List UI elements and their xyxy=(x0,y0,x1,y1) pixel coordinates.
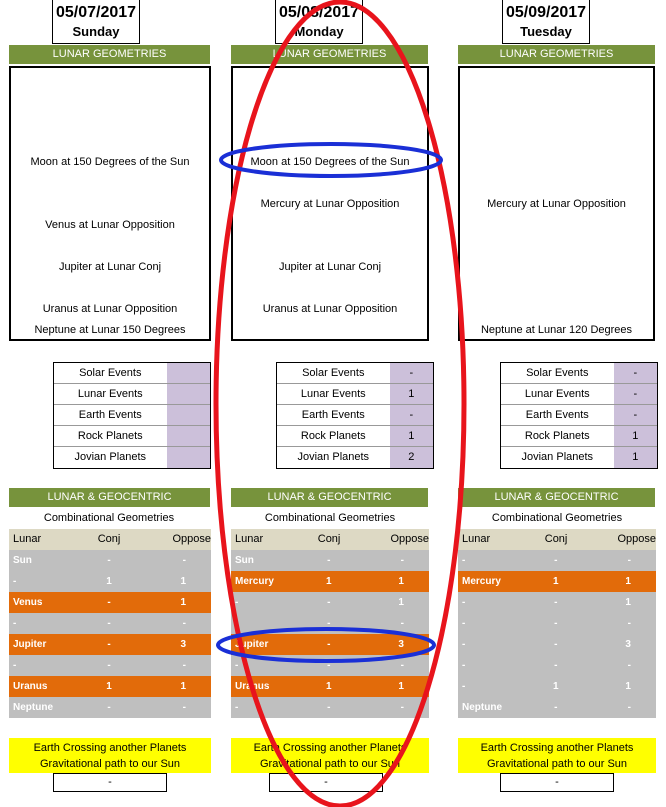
col-header-conj: Conj xyxy=(544,533,568,545)
earth-crossing-box xyxy=(231,738,429,773)
comb-cell: - xyxy=(400,555,404,566)
comb-cell: 1 xyxy=(552,576,559,587)
comb-cell: 1 xyxy=(552,681,559,692)
events-table xyxy=(53,362,211,469)
comb-cell: - xyxy=(182,555,186,566)
comb-cell: - xyxy=(13,660,17,671)
event-label: Earth Events xyxy=(54,405,167,425)
event-label: Rock Planets xyxy=(277,426,390,446)
comb-cell: 1 xyxy=(625,597,631,608)
comb-cell: 1 xyxy=(180,681,186,692)
event-value: - xyxy=(390,405,433,425)
weekday-label: Monday xyxy=(294,24,344,39)
comb-row xyxy=(231,550,429,571)
comb-cell: - xyxy=(107,702,111,713)
event-value: 1 xyxy=(614,447,657,468)
comb-row xyxy=(9,634,211,655)
comb-cell: - xyxy=(554,597,558,608)
event-label: Jovian Planets xyxy=(277,447,390,468)
comb-cell: - xyxy=(235,660,239,671)
comb-cell: 3 xyxy=(180,639,186,650)
combinational-subtitle: Combinational Geometries xyxy=(43,512,175,524)
geometry-item: Neptune at Lunar 120 Degrees xyxy=(480,324,633,336)
comb-cell: Sun xyxy=(13,555,32,566)
comb-cell: - xyxy=(182,660,186,671)
event-value xyxy=(167,447,210,468)
comb-cell: 1 xyxy=(106,681,112,692)
event-value: 2 xyxy=(390,447,433,468)
comb-cell: - xyxy=(554,639,558,650)
comb-row xyxy=(458,634,656,655)
crossing-line-1: Earth Crossing another Planets xyxy=(33,742,187,754)
lunar-geometries-header: LUNAR GEOMETRIES xyxy=(9,45,210,64)
comb-row xyxy=(231,613,429,634)
date-header xyxy=(52,0,140,44)
comb-cell: Neptune xyxy=(462,702,502,713)
event-row xyxy=(277,405,433,426)
event-label: Lunar Events xyxy=(501,384,614,404)
comb-cell: - xyxy=(462,639,466,650)
event-row xyxy=(54,447,210,468)
comb-cell: 1 xyxy=(398,576,404,587)
earth-crossing-box xyxy=(458,738,656,773)
comb-row xyxy=(231,697,429,718)
event-row xyxy=(277,426,433,447)
lunar-geocentric-header: LUNAR & GEOCENTRIC xyxy=(458,488,655,507)
crossing-value: - xyxy=(269,773,383,792)
comb-cell: - xyxy=(462,660,466,671)
comb-row xyxy=(231,592,429,613)
col-header-conj: Conj xyxy=(317,533,341,545)
date-header xyxy=(502,0,590,44)
date-header xyxy=(275,0,363,44)
comb-cell: 3 xyxy=(398,639,404,650)
comb-cell: - xyxy=(554,660,558,671)
col-header-lunar: Lunar xyxy=(462,533,491,545)
comb-cell: - xyxy=(554,618,558,629)
event-label: Solar Events xyxy=(501,363,614,383)
event-label: Earth Events xyxy=(501,405,614,425)
event-label: Earth Events xyxy=(277,405,390,425)
lunar-geometries-header: LUNAR GEOMETRIES xyxy=(231,45,428,64)
combinational-subtitle: Combinational Geometries xyxy=(491,512,623,524)
lunar-geometries-box xyxy=(458,66,655,341)
geometry-item: Jupiter at Lunar Conj xyxy=(58,261,162,273)
col-header-lunar: Lunar xyxy=(235,533,264,545)
event-value: 1 xyxy=(614,426,657,446)
event-label: Rock Planets xyxy=(54,426,167,446)
earth-crossing-box xyxy=(9,738,211,773)
event-row xyxy=(54,426,210,447)
event-row xyxy=(501,384,657,405)
crossing-line-1: Earth Crossing another Planets xyxy=(253,742,407,754)
comb-cell: - xyxy=(107,618,111,629)
lunar-geocentric-header: LUNAR & GEOCENTRIC xyxy=(9,488,210,507)
lunar-geocentric-header: LUNAR & GEOCENTRIC xyxy=(231,488,428,507)
comb-cell: 1 xyxy=(180,576,186,587)
comb-row xyxy=(458,550,656,571)
comb-cell: - xyxy=(327,597,331,608)
event-label: Solar Events xyxy=(54,363,167,383)
comb-cell: Mercury xyxy=(235,576,274,587)
comb-cell: 1 xyxy=(325,681,332,692)
event-row xyxy=(54,363,210,384)
comb-cell: - xyxy=(462,618,466,629)
event-row xyxy=(277,384,433,405)
comb-cell: - xyxy=(107,639,111,650)
event-label: Rock Planets xyxy=(501,426,614,446)
event-label: Jovian Planets xyxy=(54,447,167,468)
comb-row xyxy=(9,655,211,676)
col-header-lunar: Lunar xyxy=(13,533,42,545)
geometry-item: Uranus at Lunar Opposition xyxy=(42,303,178,315)
comb-cell: - xyxy=(107,597,111,608)
comb-row xyxy=(9,550,211,571)
event-label: Lunar Events xyxy=(277,384,390,404)
comb-row xyxy=(458,697,656,718)
event-value: 1 xyxy=(390,384,433,404)
comb-cell: - xyxy=(627,618,631,629)
combinational-table xyxy=(231,529,429,718)
comb-cell: - xyxy=(400,618,404,629)
comb-cell: - xyxy=(327,702,331,713)
comb-row xyxy=(458,613,656,634)
weekday-label: Tuesday xyxy=(520,24,572,39)
comb-cell: 1 xyxy=(398,681,404,692)
geometry-item: Mercury at Lunar Opposition xyxy=(260,198,400,210)
combinational-subtitle: Combinational Geometries xyxy=(264,512,396,524)
comb-cell: - xyxy=(235,597,239,608)
comb-row xyxy=(458,676,656,697)
event-value xyxy=(167,426,210,446)
comb-cell: - xyxy=(107,555,111,566)
comb-cell: - xyxy=(327,639,331,650)
event-row xyxy=(501,363,657,384)
comb-cell: - xyxy=(235,618,239,629)
crossing-line-2: Gravitational path to our Sun xyxy=(259,758,401,770)
event-row xyxy=(501,426,657,447)
comb-header-row xyxy=(9,529,211,550)
comb-cell: Sun xyxy=(235,555,254,566)
crossing-line-2: Gravitational path to our Sun xyxy=(39,758,181,770)
event-value xyxy=(167,384,210,404)
col-header-oppose: Oppose xyxy=(172,533,211,545)
event-value: - xyxy=(614,405,657,425)
comb-cell: - xyxy=(627,555,631,566)
event-row xyxy=(501,447,657,468)
comb-cell: - xyxy=(400,660,404,671)
comb-cell: - xyxy=(327,618,331,629)
date-label: 05/09/2017 xyxy=(505,4,587,21)
comb-row xyxy=(458,592,656,613)
comb-cell: - xyxy=(627,660,631,671)
geometry-item: Moon at 150 Degrees of the Sun xyxy=(250,156,410,168)
weekday-label: Sunday xyxy=(72,24,120,39)
comb-cell: - xyxy=(235,702,239,713)
date-label: 05/07/2017 xyxy=(55,4,137,21)
crossing-value: - xyxy=(500,773,614,792)
comb-header-row xyxy=(231,529,429,550)
event-row xyxy=(54,384,210,405)
comb-cell: Venus xyxy=(13,597,43,608)
comb-cell: 1 xyxy=(325,576,332,587)
comb-cell: - xyxy=(627,702,631,713)
comb-cell: Uranus xyxy=(235,681,270,692)
comb-cell: - xyxy=(107,660,111,671)
event-row xyxy=(54,405,210,426)
crossing-line-2: Gravitational path to our Sun xyxy=(486,758,628,770)
comb-row xyxy=(9,592,211,613)
event-value: 1 xyxy=(390,426,433,446)
comb-cell: Jupiter xyxy=(235,639,269,650)
comb-row xyxy=(231,655,429,676)
geometry-item: Mercury at Lunar Opposition xyxy=(487,198,626,210)
comb-cell: Uranus xyxy=(13,681,48,692)
event-row xyxy=(501,405,657,426)
comb-cell: - xyxy=(182,702,186,713)
comb-row xyxy=(231,634,429,655)
event-value: - xyxy=(614,384,657,404)
comb-row xyxy=(231,571,429,592)
comb-row xyxy=(9,613,211,634)
comb-cell: 1 xyxy=(625,681,631,692)
event-label: Solar Events xyxy=(277,363,390,383)
combinational-table xyxy=(458,529,656,718)
comb-cell: - xyxy=(182,618,186,629)
comb-cell: - xyxy=(327,555,331,566)
comb-cell: - xyxy=(13,576,17,587)
event-value: - xyxy=(390,363,433,383)
comb-header-row xyxy=(458,529,656,550)
comb-cell: - xyxy=(462,681,466,692)
comb-cell: Neptune xyxy=(13,702,53,713)
crossing-line-1: Earth Crossing another Planets xyxy=(480,742,634,754)
comb-cell: Jupiter xyxy=(13,639,47,650)
event-label: Jovian Planets xyxy=(501,447,614,468)
comb-row xyxy=(9,571,211,592)
events-table xyxy=(276,362,434,469)
comb-cell: - xyxy=(327,660,331,671)
combinational-table xyxy=(9,529,211,718)
date-label: 05/08/2017 xyxy=(278,4,360,21)
geometry-item: Moon at 150 Degrees of the Sun xyxy=(30,156,190,168)
event-value: - xyxy=(614,363,657,383)
comb-cell: 1 xyxy=(180,597,186,608)
col-header-oppose: Oppose xyxy=(617,533,656,545)
comb-row xyxy=(458,655,656,676)
geometry-item: Uranus at Lunar Opposition xyxy=(262,303,398,315)
comb-cell: - xyxy=(554,702,558,713)
event-label: Lunar Events xyxy=(54,384,167,404)
lunar-geometries-box xyxy=(231,66,429,341)
event-row xyxy=(277,447,433,468)
comb-cell: 1 xyxy=(106,576,112,587)
comb-row xyxy=(231,676,429,697)
geometry-item: Jupiter at Lunar Conj xyxy=(278,261,382,273)
event-row xyxy=(277,363,433,384)
comb-cell: 1 xyxy=(398,597,404,608)
col-header-oppose: Oppose xyxy=(390,533,429,545)
lunar-geometries-box xyxy=(9,66,211,341)
comb-cell: Mercury xyxy=(462,576,501,587)
col-header-conj: Conj xyxy=(97,533,121,545)
comb-cell: 1 xyxy=(625,576,631,587)
events-table xyxy=(500,362,658,469)
geometry-item: Venus at Lunar Opposition xyxy=(45,219,175,231)
crossing-value: - xyxy=(53,773,167,792)
lunar-geometries-header: LUNAR GEOMETRIES xyxy=(458,45,655,64)
comb-cell: - xyxy=(462,597,466,608)
comb-cell: - xyxy=(400,702,404,713)
comb-row xyxy=(9,676,211,697)
comb-row xyxy=(9,697,211,718)
comb-cell: 3 xyxy=(625,639,631,650)
geometry-item: Neptune at Lunar 150 Degrees xyxy=(34,324,186,336)
event-value xyxy=(167,363,210,383)
comb-cell: - xyxy=(554,555,558,566)
comb-cell: - xyxy=(13,618,17,629)
comb-row xyxy=(458,571,656,592)
comb-cell: - xyxy=(462,555,466,566)
event-value xyxy=(167,405,210,425)
